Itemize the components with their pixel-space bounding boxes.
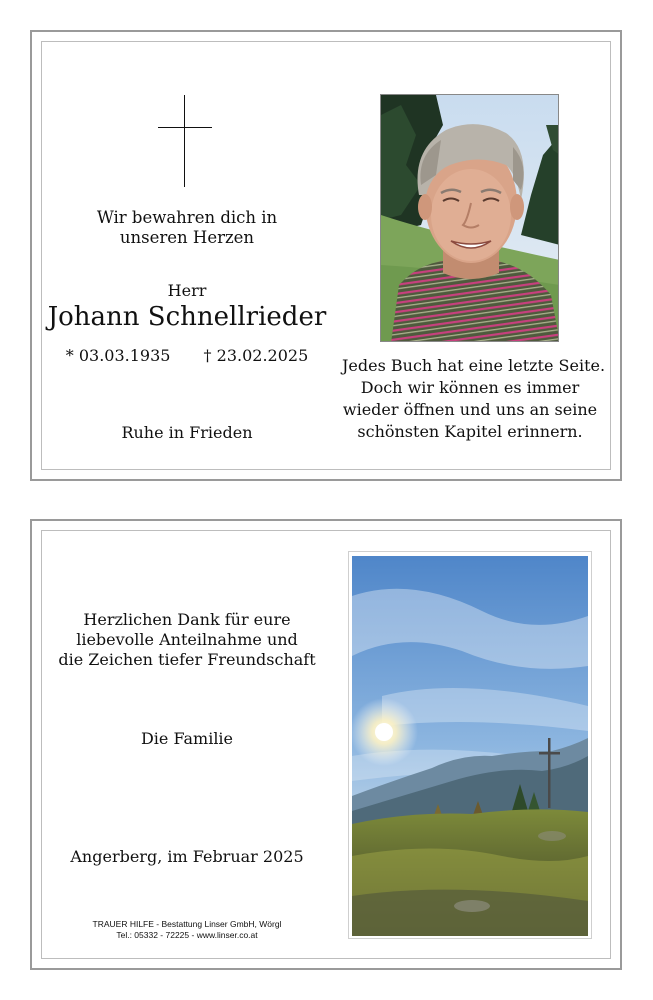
quote-line: Doch wir können es immer (360, 378, 580, 397)
footer-line: Tel.: 05332 - 72225 - www.linser.co.at (116, 930, 258, 940)
birth-date: * 03.03.1935 (65, 346, 171, 365)
thanks-text (52, 610, 322, 670)
thanks-line: Herzlichen Dank für eure (83, 610, 291, 629)
quote-line: Jedes Buch hat eine letzte Seite. (342, 356, 606, 375)
quote-line: wieder öffnen und uns an seine (342, 400, 598, 419)
obituary-card-back (30, 519, 622, 970)
landscape-photo (348, 551, 592, 939)
deceased-name: Johann Schnellrieder (47, 302, 327, 332)
memorial-quote (342, 355, 606, 443)
footer-line: TRAUER HILFE - Bestattung Linser GmbH, Wörgl (92, 919, 282, 929)
quote-line: schönsten Kapitel erinnern. (357, 422, 583, 441)
farewell-text: Ruhe in Frieden (121, 423, 253, 442)
cross-icon (158, 95, 212, 187)
obituary-card-front (30, 30, 622, 481)
thanks-line: die Zeichen tiefer Freundschaft (58, 650, 316, 669)
salutation: Herr (167, 281, 207, 300)
portrait-photo (380, 94, 559, 342)
thanks-line: liebevolle Anteilnahme und (76, 630, 298, 649)
funeral-home-footer (52, 919, 322, 941)
motto-text (62, 208, 312, 248)
motto-line: Wir bewahren dich in (96, 208, 278, 227)
motto-line: unseren Herzen (119, 228, 255, 247)
family-signature: Die Familie (140, 729, 234, 748)
place-date: Angerberg, im Februar 2025 (70, 847, 304, 866)
life-dates (32, 346, 342, 365)
death-date: † 23.02.2025 (203, 346, 309, 365)
